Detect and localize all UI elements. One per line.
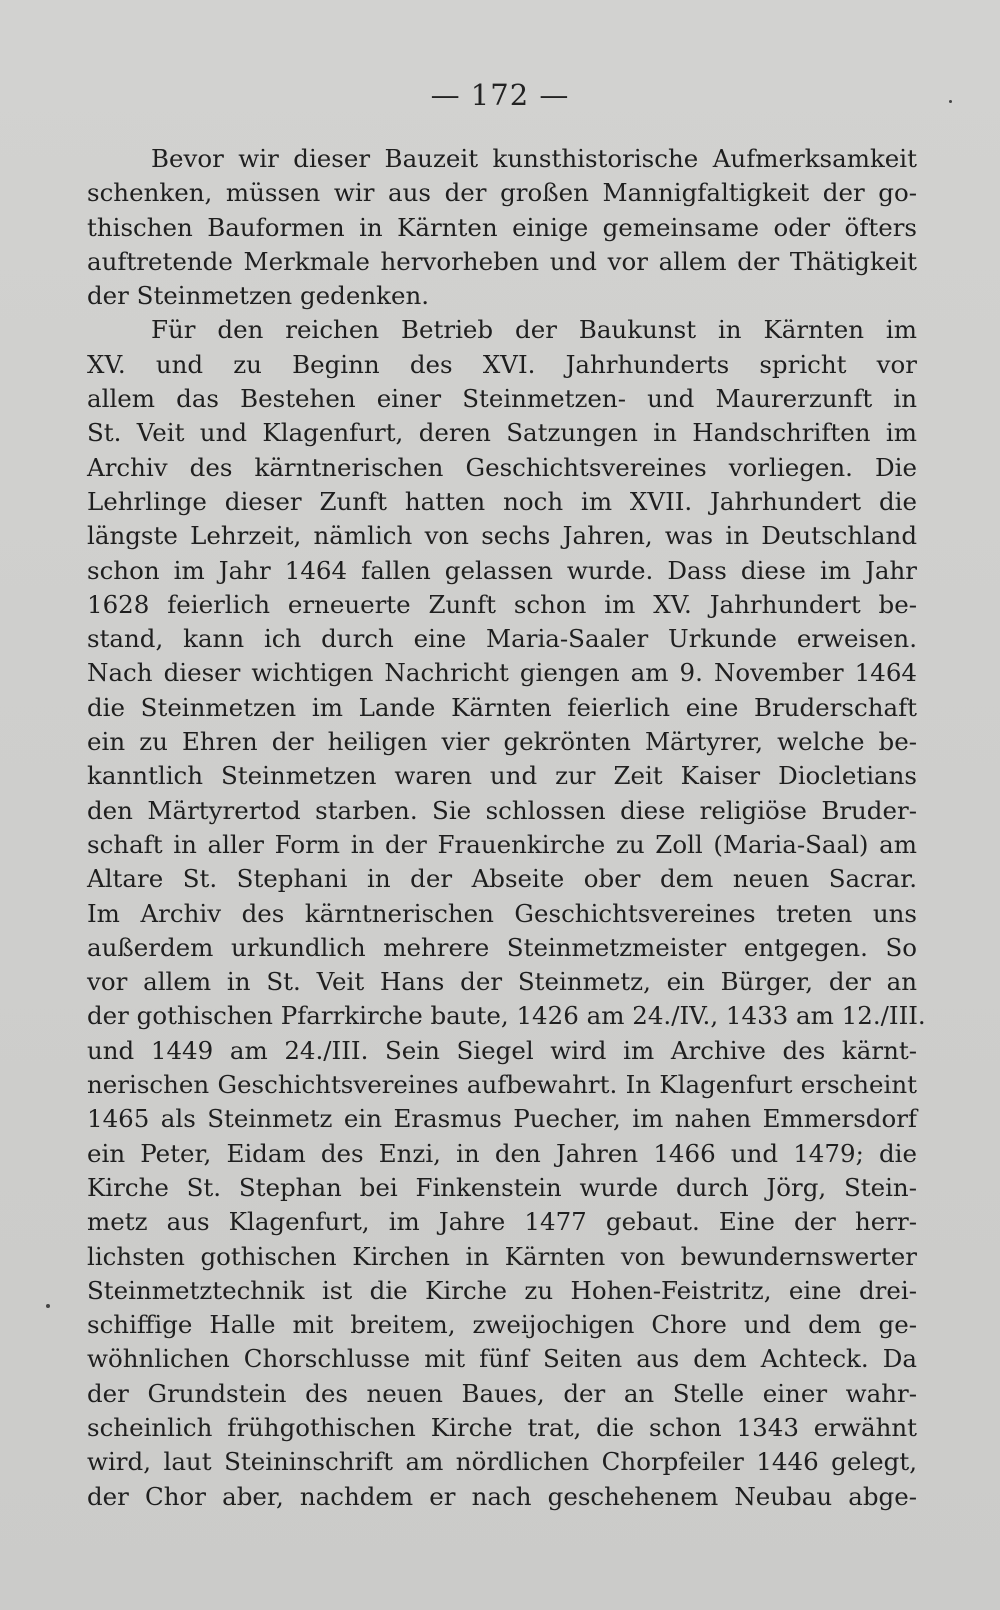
print-speck	[46, 1304, 50, 1308]
text-line: ein zu Ehren der heiligen vier gekrönten Märtyrer, welche be-	[87, 727, 917, 757]
text-line: wird, laut Steininschrift am nördlichen Chorpfeiler 1446 gelegt,	[87, 1447, 917, 1477]
text-line: lichsten gothischen Kirchen in Kärnten von bewundernswerter	[87, 1241, 917, 1271]
text-line: der gothischen Pfarrkirche baute, 1426 am 24./IV., 1433 am 12./III.	[87, 1001, 926, 1031]
text-line: der Grundstein des neuen Baues, der an Stelle einer wahr-	[87, 1378, 917, 1408]
text-line: Altare St. Stephani in der Abseite ober dem neuen Sacrar.	[87, 864, 917, 894]
text-line: metz aus Klagenfurt, im Jahre 1477 gebaut. Eine der herr-	[87, 1207, 917, 1237]
text-line: Nach dieser wichtigen Nachricht giengen am 9. November 1464	[87, 658, 917, 688]
text-line: schenken, müssen wir aus der großen Mannigfaltigkeit der go-	[87, 178, 917, 208]
text-line: St. Veit und Klagenfurt, deren Satzungen in Handschriften im	[87, 418, 917, 448]
body-text	[87, 142, 926, 1514]
text-line: schaft in aller Form in der Frauenkirche zu Zoll (Maria-Saal) am	[87, 829, 917, 859]
text-line: ein Peter, Eidam des Enzi, in den Jahren 1466 und 1479; die	[87, 1138, 917, 1168]
page-number: — 172 —	[430, 78, 570, 112]
text-line: außerdem urkundlich mehrere Steinmetzmeister entgegen. So	[87, 932, 917, 962]
text-line: thischen Bauformen in Kärnten einige gemeinsame oder öfters	[87, 212, 917, 242]
print-speck	[949, 100, 952, 103]
text-line: den Märtyrertod starben. Sie schlossen diese religiöse Bruder-	[87, 795, 917, 825]
text-line: auftretende Merkmale hervorheben und vor allem der Thätigkeit	[87, 246, 917, 276]
text-line: Bevor wir dieser Bauzeit kunsthistorische Aufmerksamkeit	[151, 144, 917, 173]
text-line: allem das Bestehen einer Steinmetzen- und Maurerzunft in	[87, 384, 917, 414]
text-line: der Steinmetzen gedenken.	[87, 281, 430, 311]
text-line: Im Archiv des kärntnerischen Geschichtsvereines treten uns	[87, 898, 917, 928]
text-line: schon im Jahr 1464 fallen gelassen wurde. Dass diese im Jahr	[87, 555, 917, 585]
text-line: scheinlich frühgothischen Kirche trat, die schon 1343 erwähnt	[87, 1412, 917, 1442]
text-line: XV. und zu Beginn des XVI. Jahrhunderts spricht vor	[87, 349, 917, 379]
text-line: Lehrlinge dieser Zunft hatten noch im XVII. Jahrhundert die	[87, 486, 917, 516]
text-line: 1628 feierlich erneuerte Zunft schon im XV. Jahrhundert be-	[87, 589, 917, 619]
text-line: vor allem in St. Veit Hans der Steinmetz, ein Bürger, der an	[87, 967, 917, 997]
text-line: stand, kann ich durch eine Maria-Saaler Urkunde erweisen.	[87, 624, 917, 654]
text-line: Steinmetztechnik ist die Kirche zu Hohen-Feistritz, eine drei-	[87, 1275, 917, 1305]
text-line: Kirche St. Stephan bei Finkenstein wurde durch Jörg, Stein-	[87, 1172, 917, 1202]
text-line: die Steinmetzen im Lande Kärnten feierlich eine Bruderschaft	[87, 692, 917, 722]
text-line: Für den reichen Betrieb der Baukunst in Kärnten im	[151, 315, 917, 345]
text-line: kanntlich Steinmetzen waren und zur Zeit Kaiser Diocletians	[87, 761, 917, 791]
text-line: wöhnlichen Chorschlusse mit fünf Seiten aus dem Achteck. Da	[87, 1344, 917, 1374]
text-line: 1465 als Steinmetz ein Erasmus Puecher, im nahen Emmersdorf	[87, 1104, 917, 1134]
text-line: und 1449 am 24./III. Sein Siegel wird im Archive des kärnt-	[87, 1035, 917, 1065]
text-line: längste Lehrzeit, nämlich von sechs Jahren, was in Deutschland	[87, 521, 917, 551]
text-line: Archiv des kärntnerischen Geschichtsvereines vorliegen. Die	[87, 452, 917, 482]
text-line: der Chor aber, nachdem er nach geschehenem Neubau abge-	[87, 1481, 917, 1511]
text-line: nerischen Geschichtsvereines aufbewahrt. In Klagenfurt erscheint	[87, 1070, 917, 1100]
text-line: schiffige Halle mit breitem, zweijochigen Chore und dem ge-	[87, 1310, 917, 1340]
